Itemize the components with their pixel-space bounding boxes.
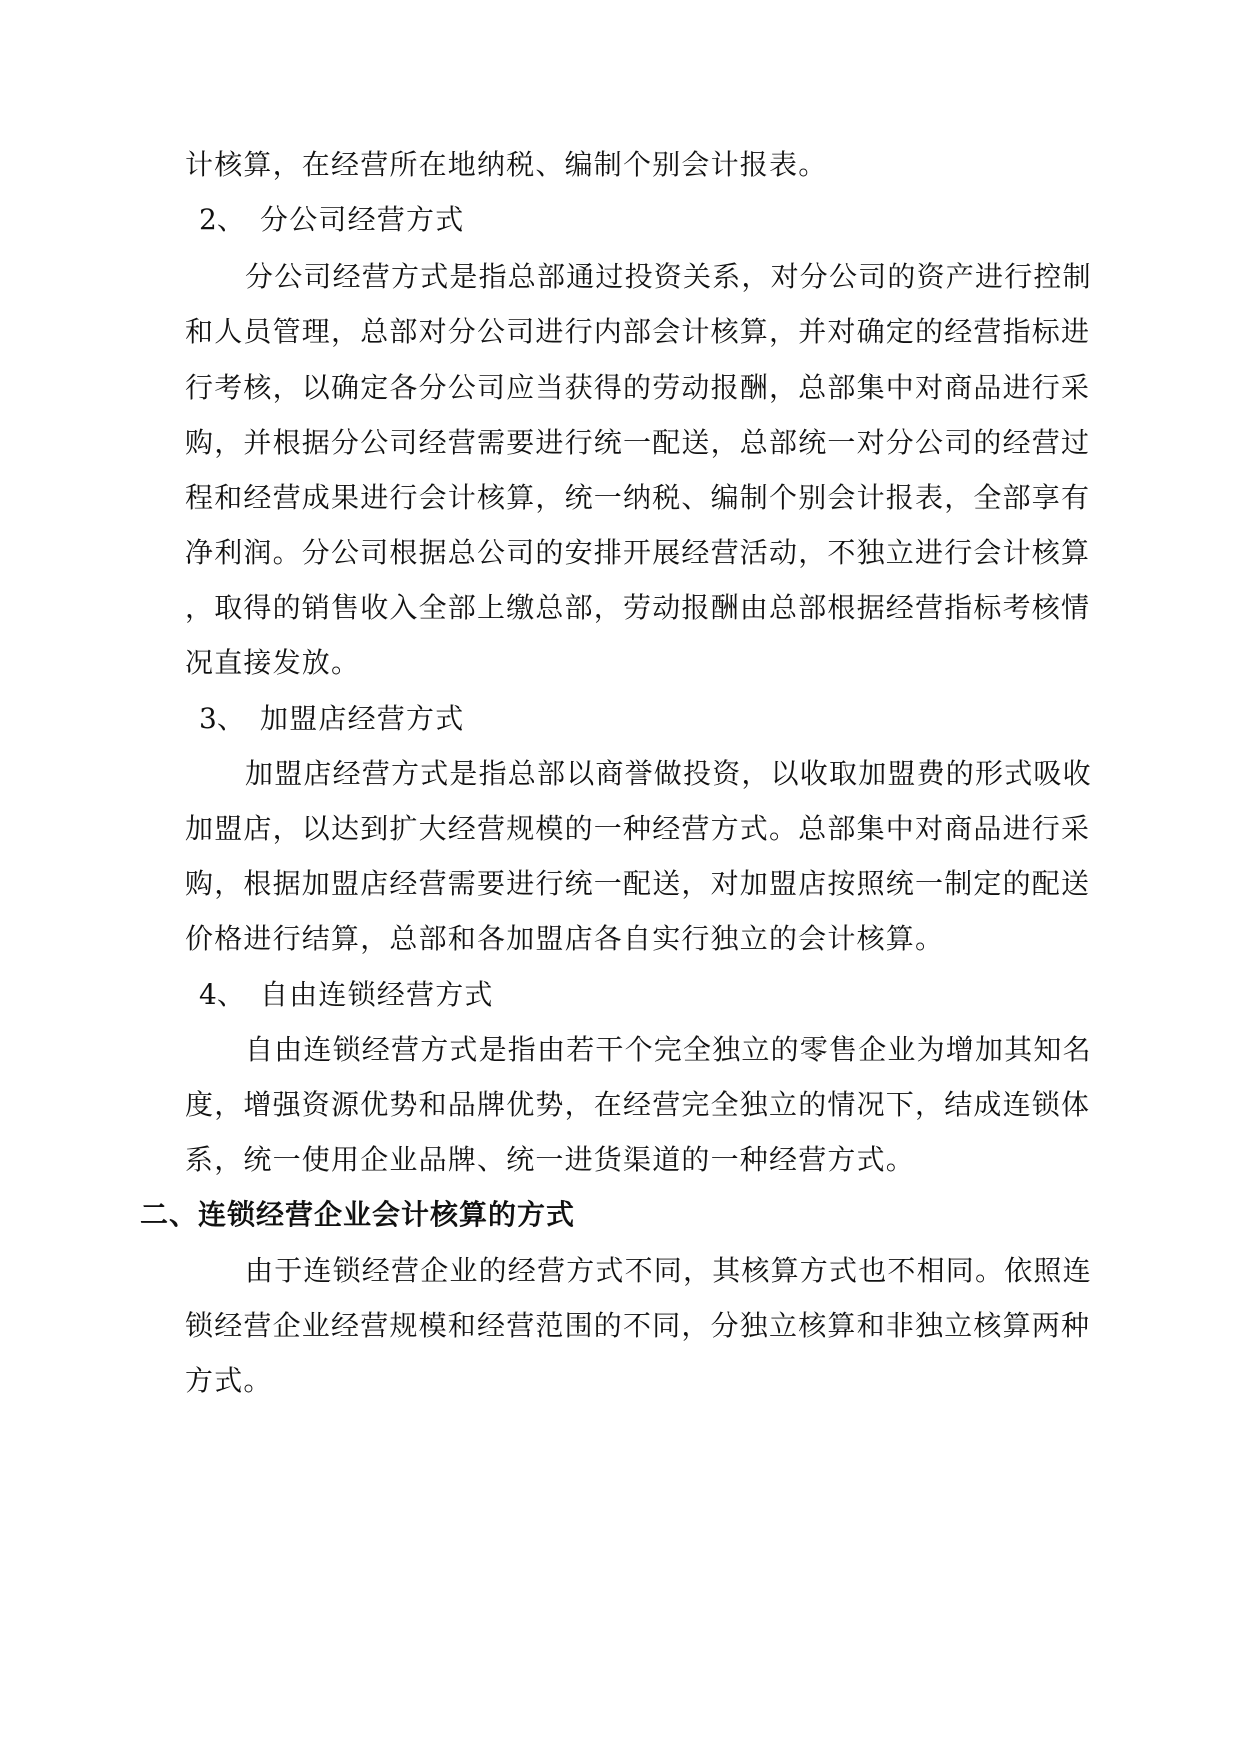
item-2-paragraph-line: 分公司经营方式是指总部通过投资关系，对分公司的资产进行控制 — [245, 260, 1092, 293]
continued-paragraph-line: 计核算，在经营所在地纳税、编制个别会计报表。 — [185, 148, 828, 181]
item-3-paragraph-line: 加盟店，以达到扩大经营规模的一种经营方式。总部集中对商品进行采 — [185, 812, 1091, 845]
item-3-paragraph-line: 加盟店经营方式是指总部以商誉做投资，以收取加盟费的形式吸收 — [245, 757, 1092, 790]
item-4-paragraph-line: 系，统一使用企业品牌、统一进货渠道的一种经营方式。 — [185, 1143, 916, 1176]
item-3-paragraph-line: 价格进行结算，总部和各加盟店各自实行独立的会计核算。 — [185, 922, 945, 955]
item-2-paragraph-line: ，取得的销售收入全部上缴总部，劳动报酬由总部根据经营指标考核情 — [185, 591, 1091, 624]
item-4-paragraph-line: 自由连锁经营方式是指由若干个完全独立的零售企业为增加其知名 — [245, 1033, 1092, 1066]
item-2-paragraph-line: 程和经营成果进行会计核算，统一纳税、编制个别会计报表，全部享有 — [185, 481, 1091, 514]
section-heading: 二、连锁经营企业会计核算的方式 — [140, 1198, 576, 1231]
item-3-heading: 加盟店经营方式 — [260, 702, 465, 735]
section-paragraph-line: 锁经营企业经营规模和经营范围的不同，分独立核算和非独立核算两种 — [185, 1309, 1091, 1342]
item-2-paragraph-line: 况直接发放。 — [185, 646, 361, 679]
item-2-paragraph-line: 净利润。分公司根据总公司的安排开展经营活动，不独立进行会计核算 — [185, 536, 1091, 569]
item-4-number: 4、 — [199, 978, 245, 1011]
item-4-heading: 自由连锁经营方式 — [260, 978, 494, 1011]
item-2-paragraph-line: 和人员管理，总部对分公司进行内部会计核算，并对确定的经营指标进 — [185, 315, 1091, 348]
item-3-number: 3、 — [199, 702, 245, 735]
section-paragraph-line: 由于连锁经营企业的经营方式不同，其核算方式也不相同。依照连 — [245, 1254, 1092, 1287]
section-paragraph-line: 方式。 — [185, 1364, 273, 1397]
item-2-number: 2、 — [199, 203, 245, 236]
item-2-paragraph-line: 行考核，以确定各分公司应当获得的劳动报酬，总部集中对商品进行采 — [185, 371, 1091, 404]
item-2-paragraph-line: 购，并根据分公司经营需要进行统一配送，总部统一对分公司的经营过 — [185, 426, 1091, 459]
item-2-heading: 分公司经营方式 — [260, 203, 465, 236]
item-3-paragraph-line: 购，根据加盟店经营需要进行统一配送，对加盟店按照统一制定的配送 — [185, 867, 1091, 900]
item-4-paragraph-line: 度，增强资源优势和品牌优势，在经营完全独立的情况下，结成连锁体 — [185, 1088, 1091, 1121]
